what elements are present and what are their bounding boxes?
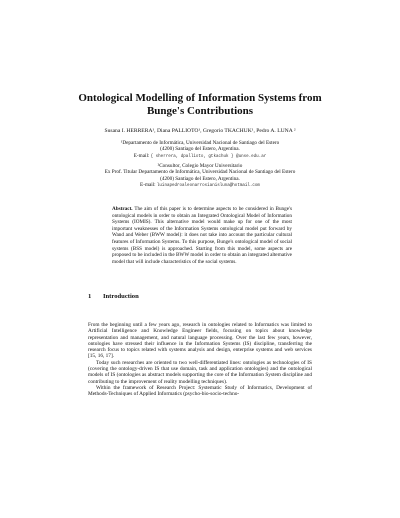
paragraph: Today such researches are oriented to two well-differentiated lines: ontologies as technologies of IS (covering the ontology-driven IS that use domain, task and application ontologies) and the ontological models of IS (ontologies as abstract models supporting the core of the Information System discipline and contributing to the improvement of reality modelling techniques). [88,359,312,385]
affiliation-1-line-1: ¹Departamento de Informática, Universidad Nacional de Santiago del Estero [120,140,280,146]
affiliation-2-line-1: ²Consultor, Colegio Mayor Universitario [157,163,243,169]
affiliation-2-email-row [40,182,360,189]
paragraph: From the beginning until a few years ago, research in ontologies related to Informatics was limited to Artificial Intelligence and Knowledge Engineer fields, focusing on topics about knowledge representation and management, and natural language processing. Over the last few years, however, ontologies have stressed their influence in the Information Systems (IS) discipline, transferring the research focus to topics related with systems analysis and design, enterprise systems and web services [15, 16, 17]. [88,322,312,360]
affiliation-2-line-2: Ex Prof. Titular Departamento de Informática, Universidad Nacional de Santiago del Estero [104,169,296,176]
abstract-label: Abstract. [112,206,133,212]
affiliation-1-line-2: (4200) Santiago del Estero, Argentina. [160,146,240,153]
abstract [112,206,292,265]
paper-title: Ontological Modelling of Information Systems from Bunge's Contributions [78,92,322,117]
email-address[interactable]: luinapedroaleonarrosianisluna@hotmail.com [156,184,260,189]
email-label: E-mail: [140,182,156,189]
affiliation-2-line-3: (4200) Santiago del Estero, Argentina. [160,175,240,182]
abstract-text: The aim of this paper is to determine aspects to be considered in Bunge's ontological models in order to obtain an Integrated Ontological Model of Information Systems (IOMIS). This alternative model would make up for one of the most important weaknesses of the Information Systems ontological model put forward by Wand and Weber (BWW model): it does not take into account the particular cultural features of Information Systems. To this purpose, Bunge's ontological model of social systems (BSS model) is approached. Starting from this model, some aspects are proposed to be included in the BWW model in order to obtain an integrated alternative model that will include characteristics of the social systems. [112,206,292,265]
affiliation-1-email-row [40,153,360,160]
email-label: E-mail: [133,152,150,159]
email-address[interactable]: { sherrera, dpallioto, gtkachuk } @unse.edu.ar [150,154,267,159]
section-heading [88,293,139,300]
section-title: Introduction [102,293,139,300]
section-number: 1 [88,293,92,300]
author-list: Susana I. HERRERA¹, Diana PALLIOTO¹, Gregorio TKACHUK¹, Pedro A. LUNA ² [104,128,296,134]
body-text [88,322,312,398]
paragraph: Within the framework of Research Project: Systematic Study of Informatics, Development of Methods-Techniques of Applied Informatics (psycho-bio-socio-techno- [88,384,312,398]
affiliation-2 [40,163,360,190]
affiliation-1 [40,140,360,160]
